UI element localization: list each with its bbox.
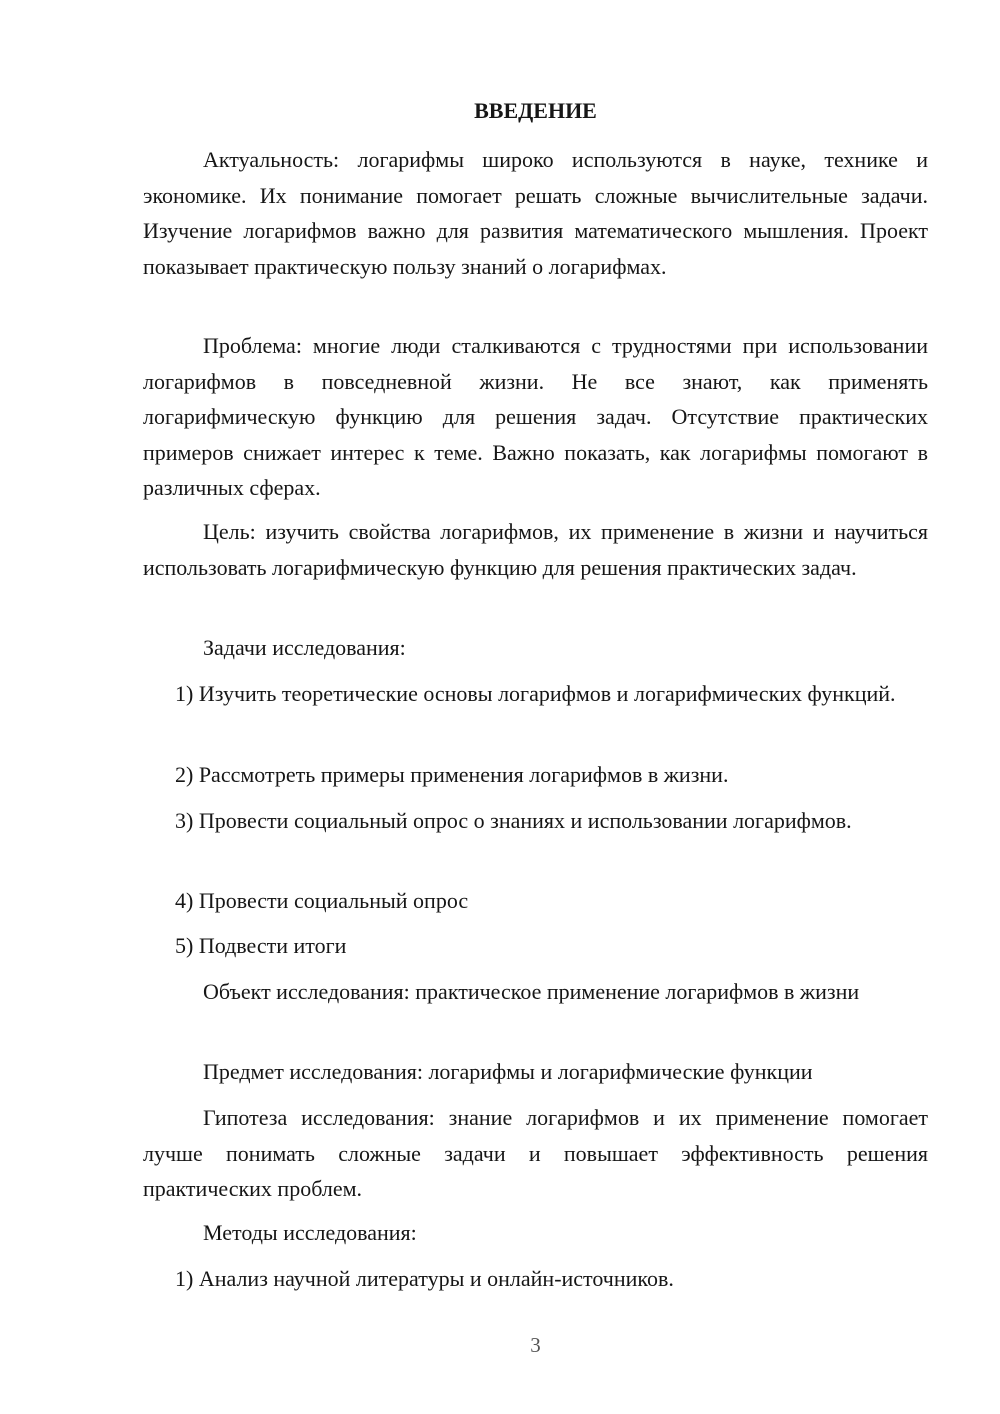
task-item-4: 4) Провести социальный опрос — [175, 888, 469, 913]
task-item-1: 1) Изучить теоретические основы логарифмов и логарифмических функций. — [175, 681, 896, 706]
methods-heading: Методы исследования: — [203, 1220, 417, 1245]
problem-paragraph: Проблема: многие люди сталкиваются с трудностями при использовании логарифмов в повседневной жизни. Не все знают, как применять логарифмическую функцию для решения задач. Отсутствие практических примеров снижает интерес к теме. Важно показать, как логарифмы помогают в различных сферах. — [143, 333, 928, 500]
research-object: Объект исследования: практическое применение логарифмов в жизни — [203, 979, 860, 1004]
goal-paragraph: Цель: изучить свойства логарифмов, их применение в жизни и научиться использовать логарифмическую функцию для решения практических задач. — [143, 519, 928, 580]
task-item-2: 2) Рассмотреть примеры применения логарифмов в жизни. — [175, 762, 729, 787]
tasks-heading: Задачи исследования: — [203, 635, 406, 660]
relevance-paragraph: Актуальность: логарифмы широко используются в науке, технике и экономике. Их понимание помогает решать сложные вычислительные задачи. Изучение логарифмов важно для развития математического мышления. Проект показывает практическую пользу знаний о логарифмах. — [143, 147, 928, 279]
page-title: ВВЕДЕНИЕ — [474, 98, 597, 123]
task-item-3: 3) Провести социальный опрос о знаниях и использовании логарифмов. — [175, 808, 852, 833]
research-hypothesis: Гипотеза исследования: знание логарифмов и их применение помогает лучше понимать сложные задачи и повышает эффективность решения практических проблем. — [143, 1105, 928, 1201]
page-number: 3 — [530, 1333, 541, 1357]
task-item-5: 5) Подвести итоги — [175, 933, 347, 958]
research-subject: Предмет исследования: логарифмы и логарифмические функции — [203, 1059, 813, 1084]
method-item-1: 1) Анализ научной литературы и онлайн-источников. — [175, 1266, 674, 1291]
